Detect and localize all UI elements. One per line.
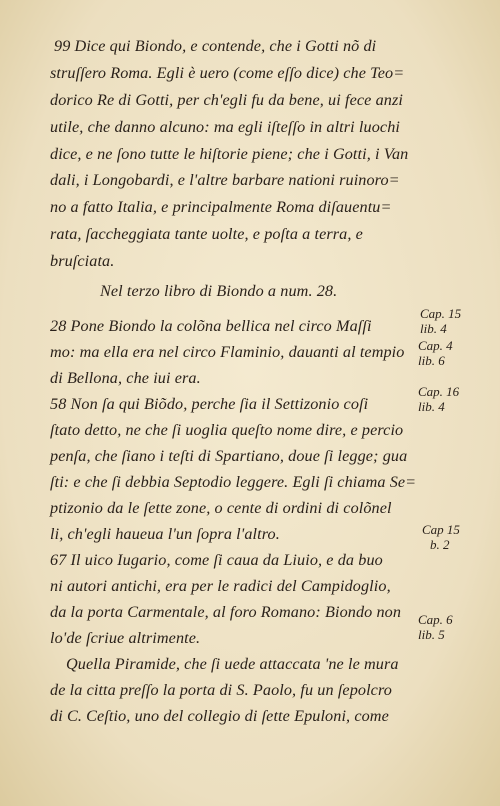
text-line: ſti: e che ſi debbia Septodio leggere. Egli ſi chiama Se= [50, 473, 417, 491]
margin-note-line: Cap. 6 [418, 612, 453, 627]
text-line: da la porta Carmentale, al foro Romano: Biondo non [50, 603, 402, 621]
margin-note-line: lib. 4 [418, 399, 445, 414]
margin-note-line: Cap. 16 [418, 384, 460, 399]
margin-note-line: Cap. 15 [420, 306, 462, 321]
text-line: 99 Dice qui Biondo, e contende, che i Gotti nõ di [54, 37, 377, 55]
text-line: ni autori antichi, era per le radici del Campidoglio, [50, 577, 391, 595]
text-line: dali, i Longobardi, e l'altre barbare nationi ruinoro= [50, 171, 400, 189]
margin-note [418, 612, 453, 642]
margin-note-line: Cap 15 [422, 522, 460, 537]
text-line: 28 Pone Biondo la colõna bellica nel circo Maſſi [50, 317, 372, 335]
text-line: ſtato detto, ne che ſi uoglia queſto nome dire, e percio [50, 421, 404, 439]
margin-note-line: b. 2 [430, 537, 450, 552]
section-heading: Nel terzo libro di Biondo a num. 28. [100, 282, 338, 300]
margin-note-line: lib. 4 [420, 321, 447, 336]
text-line: bruſciata. [50, 252, 115, 270]
text-line: di C. Ceſtio, uno del collegio di ſette Epuloni, come [50, 707, 389, 725]
text-line: dice, e ne ſono tutte le hiſtorie piene; che i Gotti, i Van [50, 145, 409, 163]
margin-note [418, 384, 459, 414]
text-line: penſa, che ſiano i teſti di Spartiano, doue ſi legge; gua [50, 447, 408, 465]
margin-note-line: lib. 5 [418, 627, 445, 642]
text-line: dorico Re di Gotti, per ch'egli fu da bene, ui fece anzi [50, 91, 403, 109]
text-line: de la citta preſſo la porta di S. Paolo, fu un ſepolcro [50, 681, 392, 699]
margin-note [420, 306, 461, 336]
text-line: 67 Il uico Iugario, come ſi caua da Liuio, e da buo [50, 551, 383, 569]
text-line: Quella Piramide, che ſi uede attaccata 'ne le mura [66, 655, 399, 673]
margin-note [422, 522, 460, 552]
margin-note-line: Cap. 4 [418, 338, 453, 353]
text-line: li, ch'egli haueua l'un ſopra l'altro. [50, 525, 280, 543]
text-line: utile, che danno alcuno: ma egli iſteſſo in altri luochi [50, 118, 400, 136]
text-line: 58 Non ſa qui Biõdo, perche ſia il Settizonio coſi [50, 395, 369, 413]
text-line: di Bellona, che iui era. [50, 369, 201, 387]
margin-note-line: lib. 6 [418, 353, 445, 368]
text-line: mo: ma ella era nel circo Flaminio, dauanti al tempio [50, 343, 405, 361]
text-line: ptizonio da le ſette zone, o cente di ordini di colõnel [50, 499, 392, 517]
text-line: lo'de ſcriue altrimente. [50, 629, 201, 647]
text-line: no a fatto Italia, e principalmente Roma diſauentu= [50, 198, 392, 216]
margin-note [418, 338, 453, 368]
text-line: rata, ſaccheggiata tante uolte, e poſta a terra, e [50, 225, 363, 243]
text-line: struſſero Roma. Egli è uero (come eſſo dice) che Teo= [50, 64, 405, 82]
